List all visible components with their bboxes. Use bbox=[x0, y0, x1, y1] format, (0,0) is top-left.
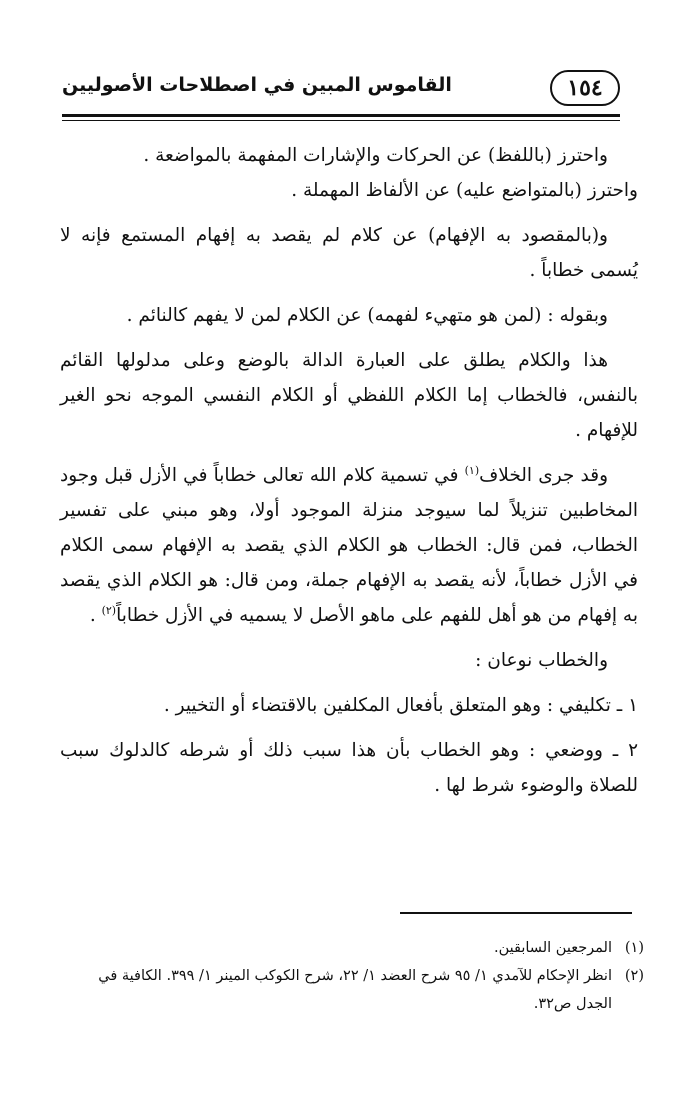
footnote bbox=[60, 934, 644, 962]
text-run: في تسمية كلام الله تعالى خطاباً في الأزل قبل وجود المخاطبين تنزيلاً لما سيوجد منزلة الموجود أولا، وهو مبني على تفسير الخطاب، فمن قال: الخطاب هو الكلام الذي يقصد به الإفهام سمى الكلام في الأزل خطاباً، لأنه يقصد به الإفهام جملة، ومن قال: هو الكلام الذي يقصد به إفهام من هو أهل للفهم على ماهو الأصل لا يسميه في الأزل خطاباً bbox=[60, 465, 638, 626]
footnote-separator bbox=[400, 912, 632, 914]
text-line: واحترز (باللفظ) عن الحركات والإشارات المفهمة بالمواضعة . bbox=[143, 145, 608, 166]
footnote bbox=[60, 962, 644, 1018]
paragraph bbox=[60, 458, 638, 633]
footnote-ref[interactable]: (٢) bbox=[101, 603, 117, 617]
header-rule-thin bbox=[62, 120, 620, 121]
header-rule bbox=[62, 114, 620, 117]
footnote-number: (٢) bbox=[624, 968, 644, 984]
paragraph: هذا والكلام يطلق على العبارة الدالة بالوضع وعلى مدلولها القائم بالنفس، فالخطاب إما الكلام اللفظي أو الكلام النفسي الموجه نحو الغير للإفهام . bbox=[60, 350, 638, 441]
paragraph: و(بالمقصود به الإفهام) عن كلام لم يقصد به إفهام المستمع فإنه لا يُسمى خطاباً . bbox=[60, 225, 638, 281]
footnotes bbox=[60, 934, 644, 1018]
running-title: القاموس المبين في اصطلاحات الأصوليين bbox=[62, 74, 452, 96]
paragraph: والخطاب نوعان : bbox=[475, 650, 608, 671]
text-run: . bbox=[89, 605, 102, 626]
footnote-ref[interactable]: (١) bbox=[464, 463, 480, 477]
text-run: وقد جرى الخلاف bbox=[479, 465, 608, 486]
footnote-text: المرجعين السابقين. bbox=[493, 940, 612, 956]
page-number: ١٥٤ bbox=[550, 70, 620, 106]
paragraph: وبقوله : (لمن هو متهيء لفهمه) عن الكلام لمن لا يفهم كالنائم . bbox=[126, 305, 608, 326]
page-header bbox=[62, 70, 620, 110]
list-item: ٢ ـ ووضعي : وهو الخطاب بأن هذا سبب ذلك أو شرطه كالدلوك سبب للصلاة والوضوء شرط لها . bbox=[60, 740, 638, 796]
list-item: ١ ـ تكليفي : وهو المتعلق بأفعال المكلفين بالاقتضاء أو التخيير . bbox=[163, 695, 638, 716]
footnote-text: انظر الإحكام للآمدي ١/ ٩٥ شرح العضد ١/ ٢٢، شرح الكوكب المينر ١/ ٣٩٩. الكافية في الجدل ص٣٢. bbox=[98, 968, 612, 1012]
paragraph bbox=[60, 138, 638, 208]
text-line: واحترز (بالمتواضع عليه) عن الألفاظ المهملة . bbox=[291, 180, 638, 201]
footnote-number: (١) bbox=[624, 940, 644, 956]
body-text bbox=[60, 138, 638, 813]
